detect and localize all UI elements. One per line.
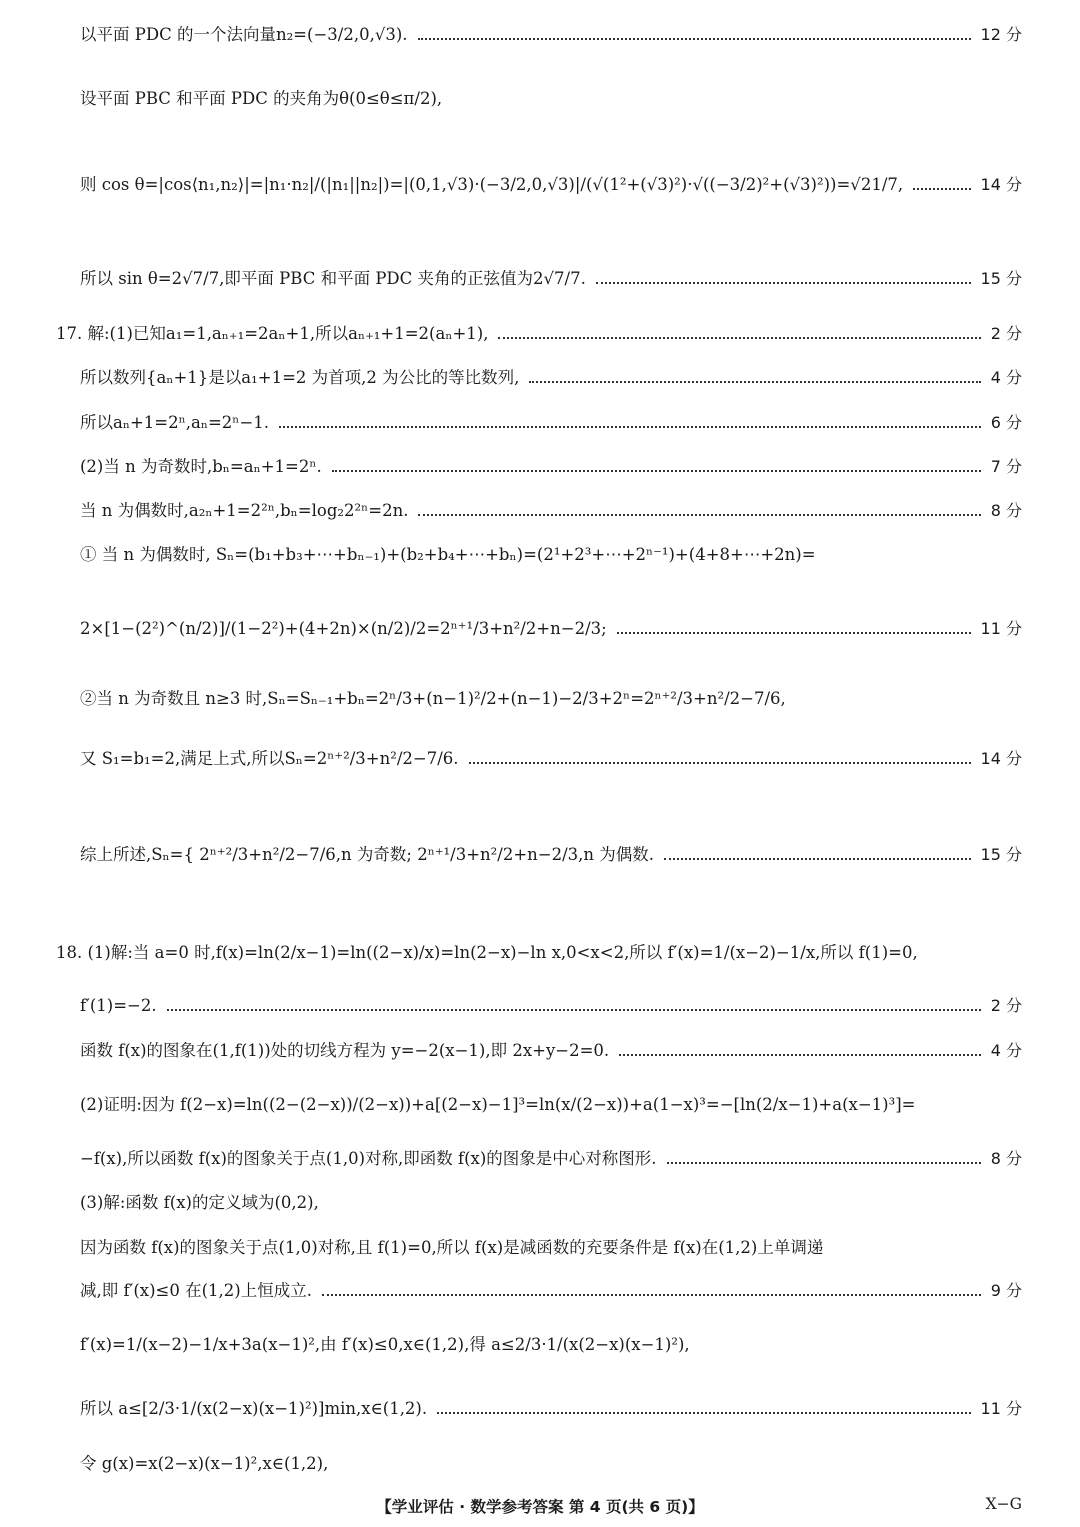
answer-line xyxy=(80,1398,1022,1420)
answer-line xyxy=(80,618,1022,640)
answer-text: 所以数列{aₙ+1}是以a₁+1=2 为首项,2 为公比的等比数列, xyxy=(80,368,520,387)
answer-text: 当 n 为偶数时,a₂ₙ+1=2²ⁿ,bₙ=log₂2²ⁿ=2n. xyxy=(80,501,409,520)
answer-text: 因为函数 f(x)的图象关于点(1,0)对称,且 f(1)=0,所以 f(x)是减函数的充要条件是 f(x)在(1,2)上单调递 xyxy=(80,1238,824,1257)
answer-line xyxy=(80,544,1022,566)
answer-text: (3)解:函数 f(x)的定义域为(0,2), xyxy=(80,1193,319,1212)
answer-text: 函数 f(x)的图象在(1,f(1))处的切线方程为 y=−2(x−1),即 2x+y−2=0. xyxy=(80,1041,610,1060)
leader-dots xyxy=(167,1009,981,1011)
answer-line xyxy=(80,844,1022,866)
leader-dots xyxy=(667,1162,981,1164)
leader-dots xyxy=(617,632,971,634)
leader-dots xyxy=(913,188,970,190)
answer-line xyxy=(80,88,1022,110)
leader-dots xyxy=(529,381,980,383)
score-label: 14 分 xyxy=(980,175,1022,194)
answer-line xyxy=(80,1040,1022,1062)
answer-text: f′(x)=1/(x−2)−1/x+3a(x−1)²,由 f′(x)≤0,x∈(1,2),得 a≤2/3·1/(x(2−x)(x−1)²), xyxy=(80,1335,690,1354)
answer-text: 所以 sin θ=2√7/7,即平面 PBC 和平面 PDC 夹角的正弦值为2√7/7. xyxy=(80,269,586,288)
score-label: 7 分 xyxy=(990,457,1022,476)
answer-text: 令 g(x)=x(2−x)(x−1)²,x∈(1,2), xyxy=(80,1454,329,1473)
leader-dots xyxy=(596,282,971,284)
leader-dots xyxy=(332,470,981,472)
answer-line xyxy=(80,995,1022,1017)
score-label: 8 分 xyxy=(990,501,1022,520)
answer-text: 17. 解:(1)已知a₁=1,aₙ₊₁=2aₙ+1,所以aₙ₊₁+1=2(aₙ+1), xyxy=(56,324,489,343)
answer-line xyxy=(80,412,1022,434)
answer-text: 18. (1)解:当 a=0 时,f(x)=ln(2/x−1)=ln((2−x)/x)=ln(2−x)−ln x,0<x<2,所以 f′(x)=1/(x−2)−1/x,所以 f(1)=0, xyxy=(56,943,918,962)
answer-text: −f(x),所以函数 f(x)的图象关于点(1,0)对称,即函数 f(x)的图象是中心对称图形. xyxy=(80,1149,657,1168)
score-label: 4 分 xyxy=(990,368,1022,387)
answer-text: 所以 a≤[2/3·1/(x(2−x)(x−1)²)]min,x∈(1,2). xyxy=(80,1399,428,1418)
answer-line xyxy=(80,1148,1022,1170)
answer-line xyxy=(80,456,1022,478)
leader-dots xyxy=(279,426,981,428)
answer-line xyxy=(56,323,1022,345)
answer-line xyxy=(80,500,1022,522)
score-label: 4 分 xyxy=(990,1041,1022,1060)
answer-text: ① 当 n 为偶数时, Sₙ=(b₁+b₃+⋯+bₙ₋₁)+(b₂+b₄+⋯+bₙ)=(2¹+2³+⋯+2ⁿ⁻¹)+(4+8+⋯+2n)= xyxy=(80,545,816,564)
answer-text: 所以aₙ+1=2ⁿ,aₙ=2ⁿ−1. xyxy=(80,413,270,432)
answer-line xyxy=(80,367,1022,389)
answer-line xyxy=(80,174,1022,196)
footer-title: 【学业评估 · 数学参考答案 第 4 页(共 6 页)】 xyxy=(376,1498,704,1516)
score-label: 15 分 xyxy=(980,845,1022,864)
leader-dots xyxy=(498,337,980,339)
answer-line xyxy=(80,1237,1022,1259)
answer-line xyxy=(56,942,1022,964)
answer-text: f′(1)=−2. xyxy=(80,996,157,1015)
leader-dots xyxy=(437,1412,970,1414)
score-label: 12 分 xyxy=(980,25,1022,44)
answer-text: 则 cos θ=|cos⟨n₁,n₂⟩|=|n₁·n₂|/(|n₁||n₂|)=|(0,1,√3)·(−3/2,0,√3)|/(√(1²+(√3)²)·√((−3/2)²+(√3)²))=√21/7, xyxy=(80,175,904,194)
answer-text: (2)当 n 为奇数时,bₙ=aₙ+1=2ⁿ. xyxy=(80,457,322,476)
answer-text: 又 S₁=b₁=2,满足上式,所以Sₙ=2ⁿ⁺²/3+n²/2−7/6. xyxy=(80,749,459,768)
page-footer xyxy=(0,1493,1080,1519)
score-label: 11 分 xyxy=(980,1399,1022,1418)
answer-text: (2)证明:因为 f(2−x)=ln((2−(2−x))/(2−x))+a[(2−x)−1]³=ln(x/(2−x))+a(1−x)³=−[ln(2/x−1)+a(x−1)³]= xyxy=(80,1095,916,1114)
score-label: 8 分 xyxy=(990,1149,1022,1168)
score-label: 9 分 xyxy=(990,1281,1022,1300)
answer-line xyxy=(80,1094,1022,1116)
answer-line xyxy=(80,1192,1022,1214)
footer-code: X−G xyxy=(985,1495,1022,1513)
answer-text: 综上所述,Sₙ={ 2ⁿ⁺²/3+n²/2−7/6,n 为奇数; 2ⁿ⁺¹/3+n²/2+n−2/3,n 为偶数. xyxy=(80,845,655,864)
answer-line xyxy=(80,748,1022,770)
answer-line xyxy=(80,1280,1022,1302)
score-label: 11 分 xyxy=(980,619,1022,638)
answer-line xyxy=(80,1334,1022,1356)
score-label: 15 分 xyxy=(980,269,1022,288)
answer-line xyxy=(80,268,1022,290)
leader-dots xyxy=(469,762,971,764)
answer-line xyxy=(80,24,1022,46)
answer-line xyxy=(80,1453,1022,1475)
answer-text: 2×[1−(2²)^(n/2)]/(1−2²)+(4+2n)×(n/2)/2=2ⁿ⁺¹/3+n²/2+n−2/3; xyxy=(80,619,607,638)
leader-dots xyxy=(418,38,971,40)
leader-dots xyxy=(322,1294,981,1296)
score-label: 2 分 xyxy=(990,324,1022,343)
answer-text: 设平面 PBC 和平面 PDC 的夹角为θ(0≤θ≤π/2), xyxy=(80,89,443,108)
answer-text: 以平面 PDC 的一个法向量n₂=(−3/2,0,√3). xyxy=(80,25,408,44)
leader-dots xyxy=(619,1054,981,1056)
leader-dots xyxy=(418,514,980,516)
score-label: 14 分 xyxy=(980,749,1022,768)
answer-text: ②当 n 为奇数且 n≥3 时,Sₙ=Sₙ₋₁+bₙ=2ⁿ/3+(n−1)²/2+(n−1)−2/3+2ⁿ=2ⁿ⁺²/3+n²/2−7/6, xyxy=(80,689,786,708)
score-label: 2 分 xyxy=(990,996,1022,1015)
leader-dots xyxy=(664,858,971,860)
answer-line xyxy=(80,688,1022,710)
score-label: 6 分 xyxy=(990,413,1022,432)
answer-text: 减,即 f′(x)≤0 在(1,2)上恒成立. xyxy=(80,1281,312,1300)
